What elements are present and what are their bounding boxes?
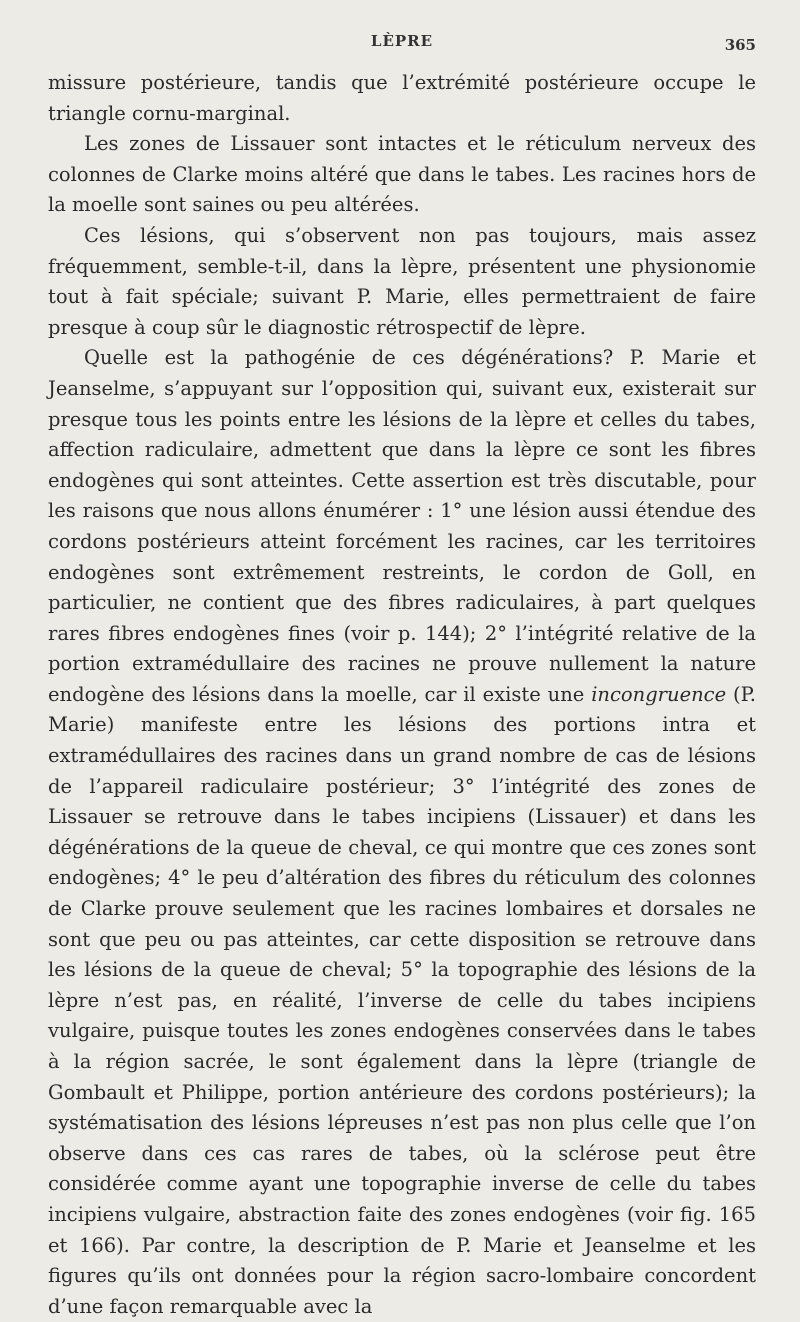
- paragraph-lesions-physiognomy: Ces lésions, qui s’observent non pas toujours, mais assez fréquemment, semble-t-il, dans la lèpre, présentent une physionomie tout à fait spéciale; suivant P. Marie, elles permettraient de faire presque à coup sûr le diagnostic rétrospectif de lèpre.: [48, 223, 756, 339]
- running-title: LÈPRE: [370, 32, 434, 50]
- paragraph-lissauer-zones: Les zones de Lissauer sont intactes et le réticulum nerveux des colonnes de Clarke moins altéré que dans le tabes. Les racines hors de la moelle sont saines ou peu altérées.: [48, 132, 756, 217]
- body-text: [48, 68, 756, 1322]
- pathogenesis-text-after: (P. Marie) manifeste entre les lésions des portions intra et extramédullaires des racines dans un grand nombre de cas de lésions de l’appareil radiculaire postérieur; 3° l’intégrité des zones de Lissauer se retrouve dans le tabes incipiens (Lissauer) et dans les dégénérations de la queue de cheval, ce qui montre que ces zones sont endogènes; 4° le peu d’altération des fibres du réticulum des colonnes de Clarke prouve seulement que les racines lombaires et dorsales ne sont que peu ou pas atteintes, car cette disposition se retrouve dans les lésions de la queue de cheval; 5° la topographie des lésions de la lèpre n’est pas, en réalité, l’inverse de celle du tabes incipiens vulgaire, puisque toutes les zones endogènes conservées dans le tabes à la région sacrée, le sont également dans la lèpre (triangle de Gombault et Philippe, portion antérieure des cordons postérieurs); la systématisation des lésions lépreuses n’est pas non plus celle que l’on observe dans ces cas rares de tabes, où la sclérose peut être considérée comme ayant une topographie inverse de celle du tabes incipiens vulgaire, abstraction faite des zones endogènes (voir fig. 165 et 166). Par contre, la description de P. Marie et Jeanselme et les figures qu’ils ont données pour la région sacro-lombaire concordent d’une façon remarquable avec la: [48, 682, 756, 1318]
- page-header: [48, 32, 756, 60]
- pathogenesis-text-before: Quelle est la pathogénie de ces dégénérations? P. Marie et Jeanselme, s’appuyant sur l’opposition qui, suivant eux, existerait sur presque tous les points entre les lésions de la lèpre et celles du tabes, affection radiculaire, admettent que dans la lèpre ce sont les fibres endogènes qui sont atteintes. Cette assertion est très discutable, pour les raisons que nous allons énumérer : 1° une lésion aussi étendue des cordons postérieurs atteint forcément les racines, car les territoires endogènes sont extrêmement restreints, le cordon de Goll, en particulier, ne contient que des fibres radiculaires, à part quelques rares fibres endogènes fines (voir p. 144); 2° l’intégrité relative de la portion extramédullaire des racines ne prouve nullement la nature endogène des lésions dans la moelle, car il existe une: [48, 346, 756, 706]
- paragraph-continuation: missure postérieure, tandis que l’extrémité postérieure occupe le triangle cornu-marginal.: [48, 71, 756, 125]
- paragraph-pathogenesis: [48, 343, 756, 1322]
- page-number: 365: [724, 36, 756, 54]
- italic-term: incongruence: [591, 682, 727, 706]
